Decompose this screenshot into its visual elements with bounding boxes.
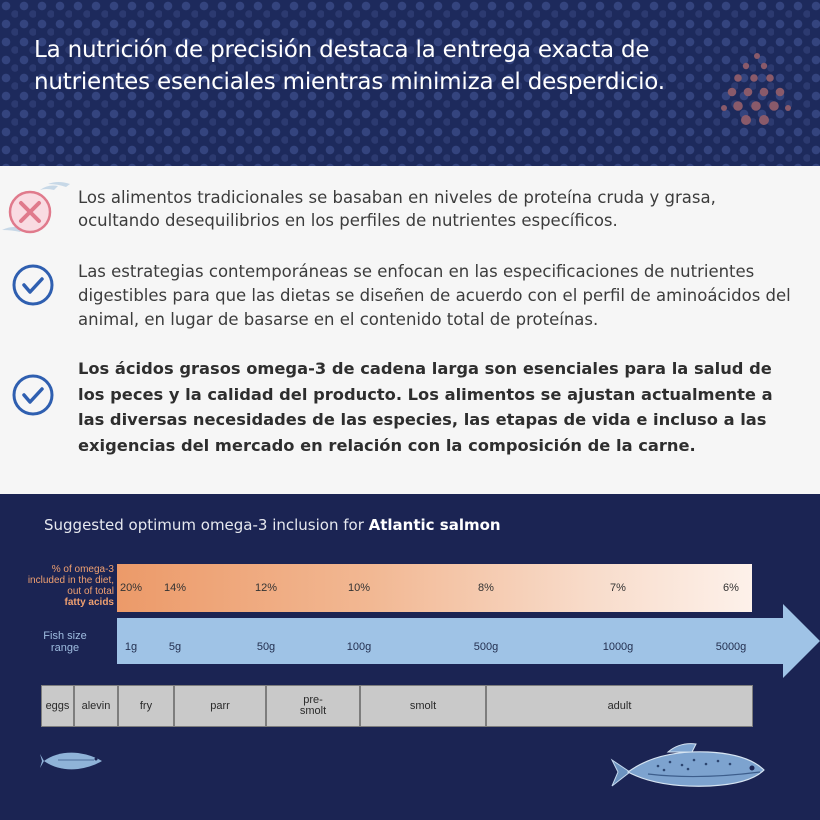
stage-cell: smolt xyxy=(360,685,486,727)
omega-value: 14% xyxy=(163,582,187,594)
size-value: 1g xyxy=(124,641,138,653)
size-value: 5g xyxy=(168,641,182,653)
stage-cell: parr xyxy=(174,685,266,727)
point-traditional-feeds: Los alimentos tradicionales se basaban en niveles de proteína cruda y grasa, ocultando desequilibrios en los perfiles de nutrientes específicos. xyxy=(78,188,716,230)
size-value: 50g xyxy=(256,641,276,653)
size-value: 5000g xyxy=(715,641,747,653)
size-arrow xyxy=(117,598,820,698)
stage-cell: pre- smolt xyxy=(266,685,360,727)
omega-value: 20% xyxy=(119,582,143,594)
chart-title-species: Atlantic salmon xyxy=(368,516,501,534)
omega3-chart xyxy=(0,494,820,820)
omega-label-main: % of omega-3 included in the diet, out of total xyxy=(27,564,114,597)
size-value: 500g xyxy=(473,641,499,653)
point-contemporary-strategies: Las estrategias contemporáneas se enfocan en las especificaciones de nutrientes digestibles para que las dietas se diseñen de acuerdo con el perfil de aminoácidos del animal, en lugar de basarse en el contenido total de proteínas. xyxy=(78,262,791,329)
cross-icon xyxy=(0,176,74,242)
size-value: 100g xyxy=(346,641,372,653)
salmon-icon xyxy=(608,740,768,798)
omega-label-emphasis: fatty acids xyxy=(64,597,114,608)
omega-row-label xyxy=(18,564,114,608)
header-banner xyxy=(0,0,820,166)
stage-cell: adult xyxy=(486,685,753,727)
check-icon xyxy=(10,372,56,418)
omega-band xyxy=(117,564,752,612)
chart-title xyxy=(44,516,501,534)
stage-cell: eggs xyxy=(41,685,74,727)
key-points-section xyxy=(0,166,820,494)
omega-value: 8% xyxy=(478,582,494,594)
check-icon xyxy=(10,262,56,308)
omega-value: 10% xyxy=(347,582,371,594)
stage-cell: alevin xyxy=(74,685,118,727)
life-stages-bar xyxy=(41,685,753,727)
small-fish-icon xyxy=(40,748,106,774)
omega-value: 7% xyxy=(610,582,626,594)
page-title: La nutrición de precisión destaca la entrega exacta de nutrientes esenciales mientras minimiza el desperdicio. xyxy=(34,37,665,95)
stage-cell: fry xyxy=(118,685,174,727)
omega-value: 6% xyxy=(723,582,739,594)
dots-logo-icon xyxy=(712,50,802,140)
size-value: 1000g xyxy=(602,641,634,653)
point-omega3: Los ácidos grasos omega-3 de cadena larga son esenciales para la salud de los peces y la calidad del producto. Los alimentos se ajustan actualmente a las diversas necesidades de las especies, las etapas de vida e incluso a las exigencias del mercado en relación con la composición de la carne. xyxy=(78,359,773,455)
chart-title-prefix: Suggested optimum omega-3 inclusion for xyxy=(44,516,369,534)
size-row-label: Fish size range xyxy=(43,630,87,654)
omega-value: 12% xyxy=(254,582,278,594)
